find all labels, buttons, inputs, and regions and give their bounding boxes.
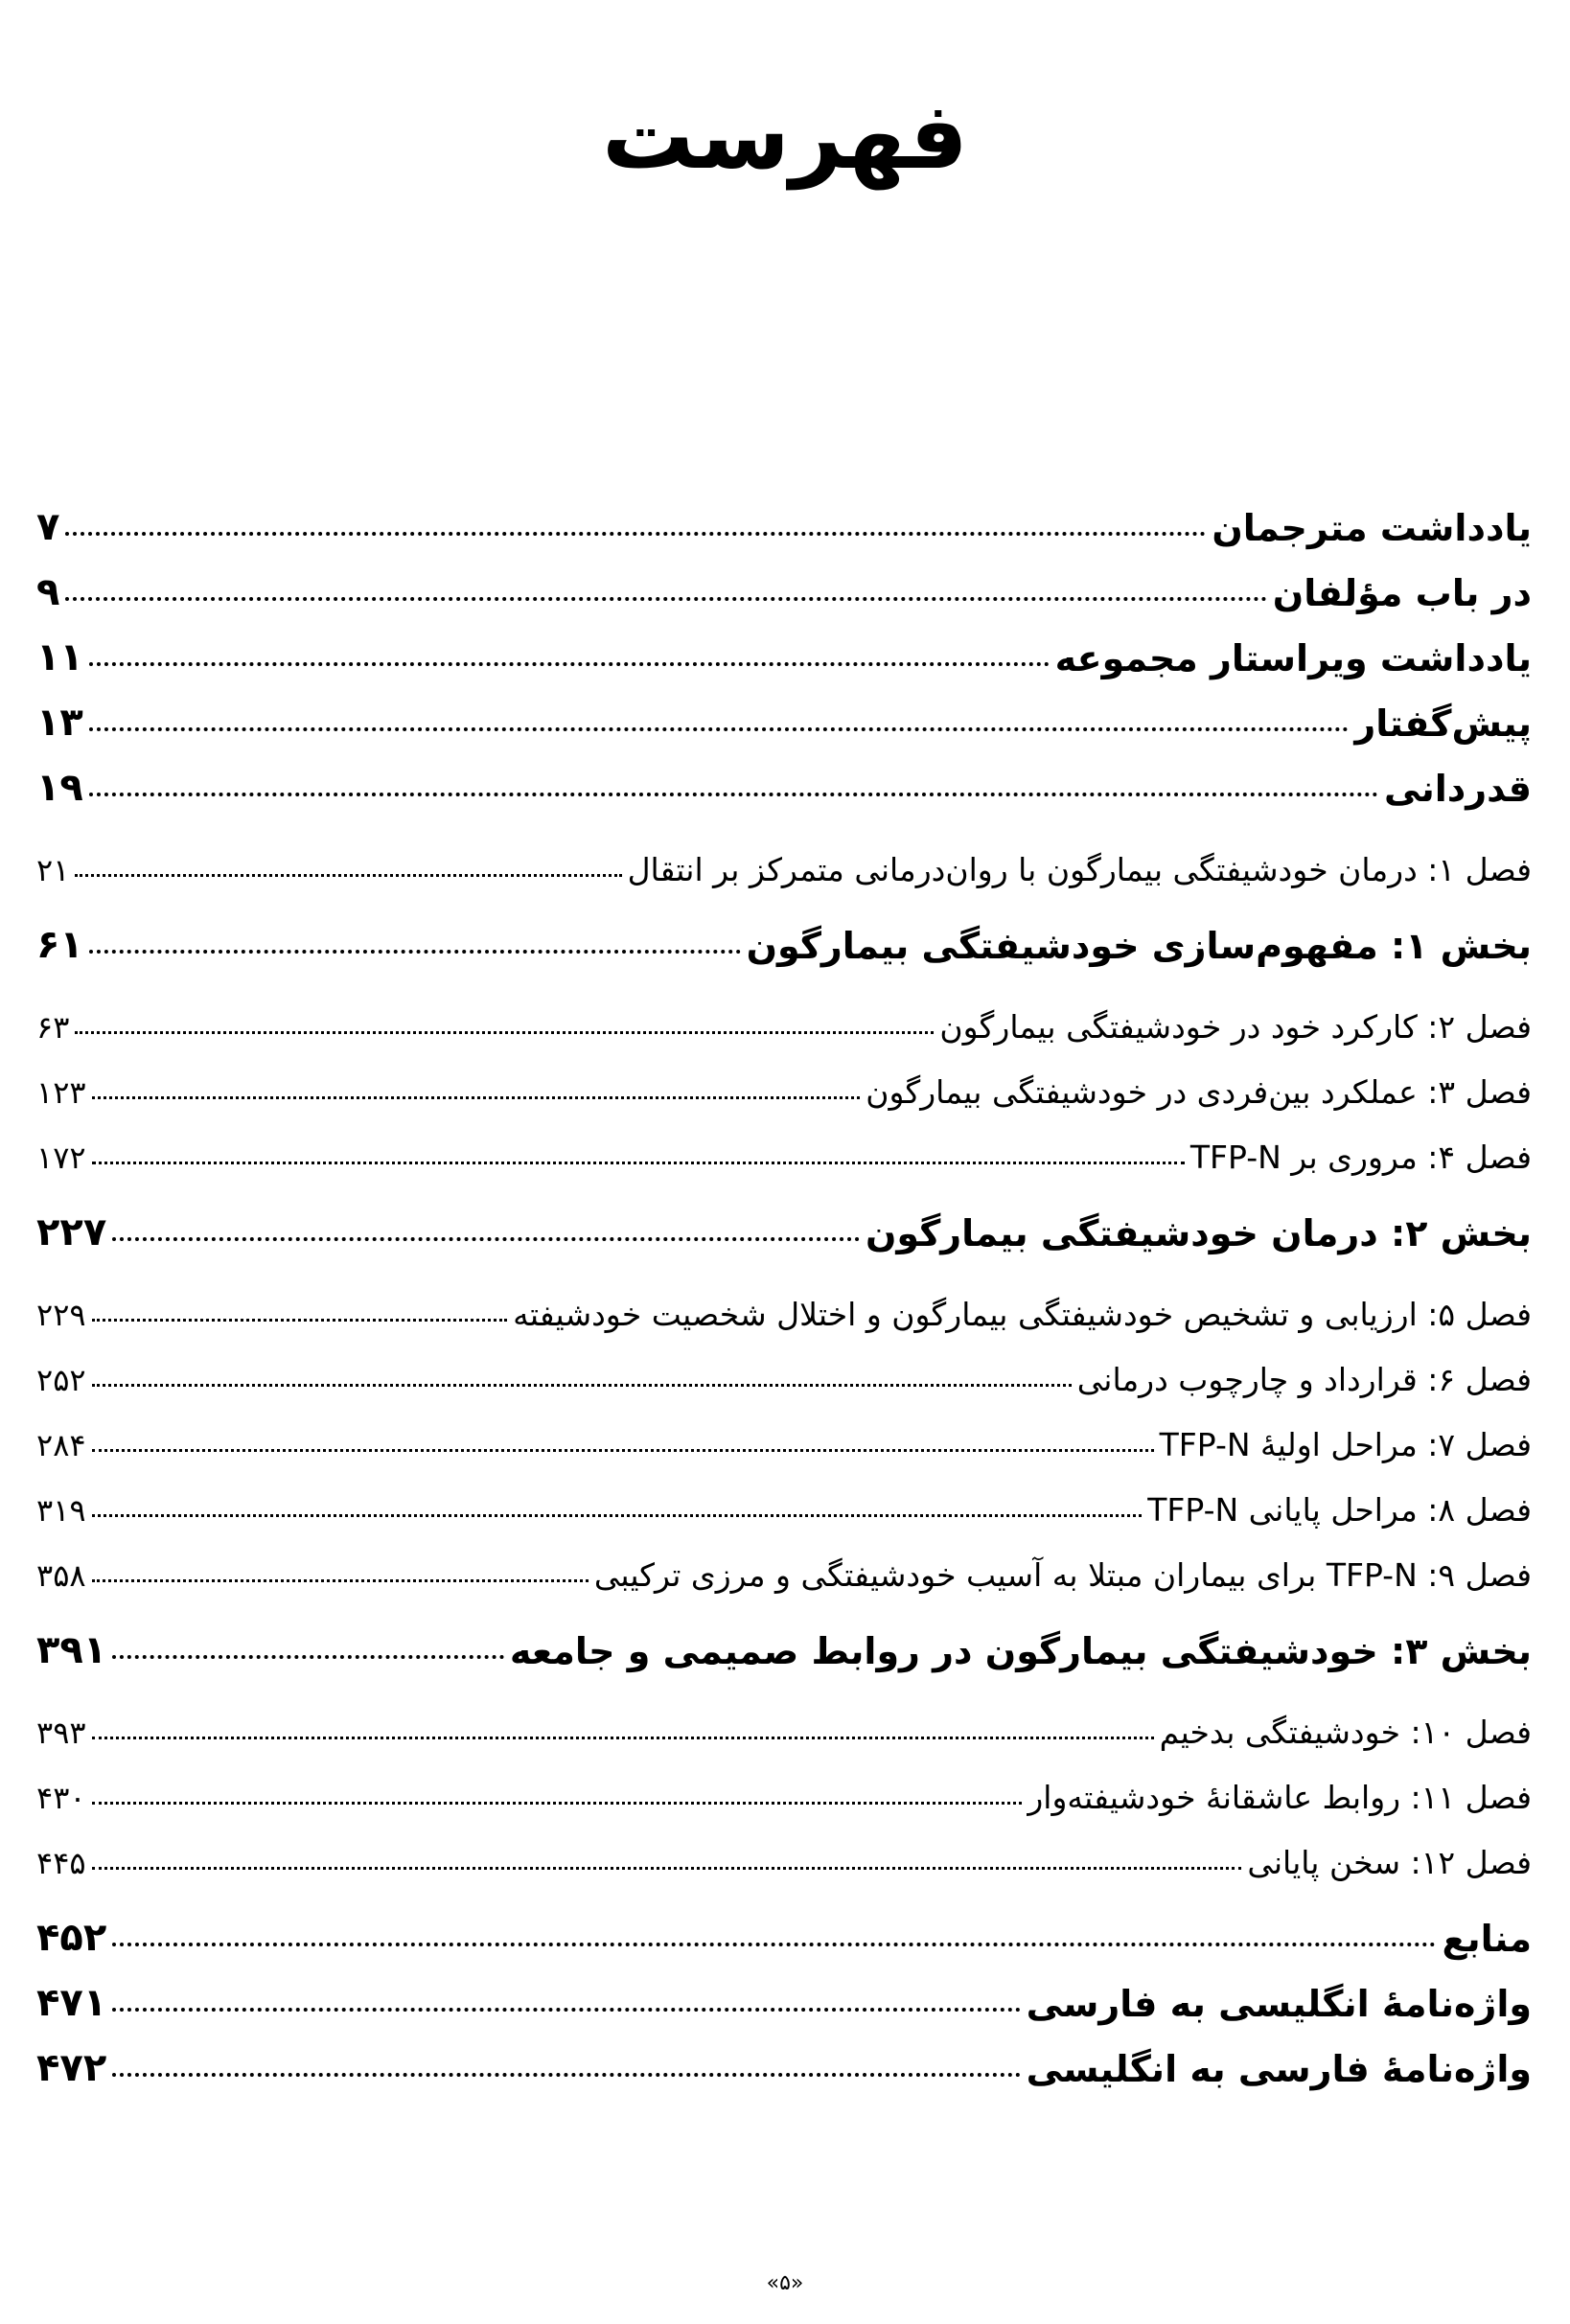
toc-entry-glossary-fa-en <box>36 2025 1532 2090</box>
table-of-contents <box>36 484 1532 2090</box>
dot-leader <box>92 1162 1185 1164</box>
entry-label: فصل ۷: مراحل اولیهٔ TFP-N <box>1159 1426 1532 1463</box>
dot-leader <box>89 793 1378 796</box>
dot-leader <box>92 1737 1154 1739</box>
toc-entry-about-authors <box>36 549 1532 614</box>
toc-entry-translators-note <box>36 484 1532 549</box>
dot-leader <box>112 2073 1020 2077</box>
entry-label: فصل ۶: قرارداد و چارچوب درمانی <box>1076 1361 1532 1398</box>
toc-entry-chapter-1 <box>36 823 1532 888</box>
entry-label: واژه‌نامهٔ انگلیسی به فارسی <box>1026 1983 1532 2025</box>
entry-page-number: ۲۲۹ <box>36 1297 86 1333</box>
entry-page-number: ۴۷۱ <box>36 1981 107 2025</box>
toc-entry-series-editor-note <box>36 614 1532 679</box>
dot-leader <box>112 1943 1436 1946</box>
toc-entry-chapter-6 <box>36 1333 1532 1398</box>
toc-entry-chapter-3 <box>36 1046 1532 1111</box>
entry-page-number: ۳۹۱ <box>36 1628 107 1672</box>
entry-label: فصل ۹: TFP-N برای بیماران مبتلا به آسیب خودشیفتگی و مرزی ترکیبی <box>593 1556 1532 1594</box>
entry-page-number: ۱۳ <box>36 701 83 745</box>
dot-leader <box>92 1319 508 1322</box>
entry-label: فصل ۵: ارزیابی و تشخیص خودشیفتگی بیمارگون و اختلال شخصیت خودشیفته <box>513 1296 1532 1333</box>
entry-label: فصل ۳: عملکرد بین‌فردی در خودشیفتگی بیمارگون <box>866 1073 1532 1111</box>
entry-page-number: ۱۱ <box>36 635 83 679</box>
toc-entry-acknowledgments <box>36 745 1532 810</box>
dot-leader <box>89 950 741 954</box>
toc-entry-chapter-7 <box>36 1398 1532 1463</box>
toc-entry-part-1 <box>36 902 1532 967</box>
toc-entry-chapter-2 <box>36 980 1532 1046</box>
entry-label: فصل ۲: کارکرد خود در خودشیفتگی بیمارگون <box>939 1008 1532 1046</box>
entry-label: یادداشت ویراستار مجموعه <box>1054 637 1532 679</box>
dot-leader <box>65 597 1266 601</box>
dot-leader <box>92 1579 589 1582</box>
entry-label: فصل ۸: مراحل پایانی TFP-N <box>1147 1491 1532 1529</box>
toc-entry-glossary-en-fa <box>36 1960 1532 2025</box>
entry-label: بخش ۳: خودشیفتگی بیمارگون در روابط صمیمی و جامعه <box>509 1630 1532 1672</box>
entry-label: فصل ۱: درمان خودشیفتگی بیمارگون با روان‌درمانی متمرکز بر انتقال <box>627 851 1532 888</box>
dot-leader <box>92 1802 1023 1805</box>
page-title: فهرست <box>602 82 968 190</box>
entry-label: قدردانی <box>1384 768 1532 810</box>
entry-label: فصل ۱۰: خودشیفتگی بدخیم <box>1159 1714 1532 1751</box>
entry-page-number: ۴۳۰ <box>36 1780 86 1816</box>
entry-page-number: ۱۲۳ <box>36 1074 86 1111</box>
entry-label: منابع <box>1442 1918 1532 1960</box>
dot-leader <box>92 1096 861 1099</box>
entry-page-number: ۳۵۸ <box>36 1557 86 1594</box>
toc-entry-part-3 <box>36 1607 1532 1672</box>
entry-page-number: ۲۵۲ <box>36 1362 86 1398</box>
entry-page-number: ۴۵۲ <box>36 1916 107 1960</box>
dot-leader <box>89 727 1350 731</box>
dot-leader <box>92 1514 1143 1517</box>
toc-entry-chapter-12 <box>36 1816 1532 1881</box>
entry-page-number: ۴۷۲ <box>36 2046 107 2090</box>
dot-leader <box>92 1449 1154 1452</box>
toc-entry-chapter-8 <box>36 1463 1532 1529</box>
toc-entry-chapter-9 <box>36 1529 1532 1594</box>
dot-leader <box>65 532 1206 536</box>
entry-label: بخش ۱: مفهوم‌سازی خودشیفتگی بیمارگون <box>746 925 1532 967</box>
dot-leader <box>112 1237 860 1241</box>
entry-label: واژه‌نامهٔ فارسی به انگلیسی <box>1026 2048 1532 2090</box>
dot-leader <box>89 662 1050 666</box>
toc-entry-references <box>36 1895 1532 1960</box>
entry-label: پیش‌گفتار <box>1354 702 1532 745</box>
entry-page-number: ۲۲۷ <box>36 1210 107 1254</box>
entry-page-number: ۲۱ <box>36 852 70 888</box>
entry-page-number: ۶۱ <box>36 923 83 967</box>
dot-leader <box>112 1655 504 1659</box>
entry-page-number: ۱۷۲ <box>36 1139 86 1176</box>
toc-entry-preface <box>36 679 1532 745</box>
entry-page-number: ۶۳ <box>36 1009 70 1046</box>
entry-page-number: ۴۴۵ <box>36 1845 86 1881</box>
toc-entry-chapter-11 <box>36 1751 1532 1816</box>
dot-leader <box>92 1384 1072 1387</box>
dot-leader <box>75 1031 934 1034</box>
entry-label: فصل ۱۲: سخن پایانی <box>1247 1844 1532 1881</box>
entry-label: فصل ۴: مروری بر TFP-N <box>1189 1139 1532 1176</box>
toc-entry-chapter-5 <box>36 1268 1532 1333</box>
entry-page-number: ۳۹۳ <box>36 1714 86 1751</box>
dot-leader <box>112 2008 1020 2012</box>
toc-entry-chapter-10 <box>36 1686 1532 1751</box>
toc-entry-chapter-4 <box>36 1111 1532 1176</box>
dot-leader <box>92 1867 1242 1870</box>
entry-label: بخش ۲: درمان خودشیفتگی بیمارگون <box>865 1212 1532 1254</box>
entry-page-number: ۳۱۹ <box>36 1492 86 1529</box>
entry-page-number: ۹ <box>36 570 60 614</box>
entry-page-number: ۷ <box>36 505 60 549</box>
dot-leader <box>75 874 621 877</box>
toc-entry-part-2 <box>36 1189 1532 1254</box>
page-footer-number: «۵» <box>766 2271 804 2295</box>
entry-page-number: ۲۸۴ <box>36 1427 86 1463</box>
entry-label: در باب مؤلفان <box>1272 572 1532 614</box>
entry-page-number: ۱۹ <box>36 766 83 810</box>
entry-label: یادداشت مترجمان <box>1212 507 1532 549</box>
entry-label: فصل ۱۱: روابط عاشقانهٔ خودشیفته‌وار <box>1027 1779 1532 1816</box>
